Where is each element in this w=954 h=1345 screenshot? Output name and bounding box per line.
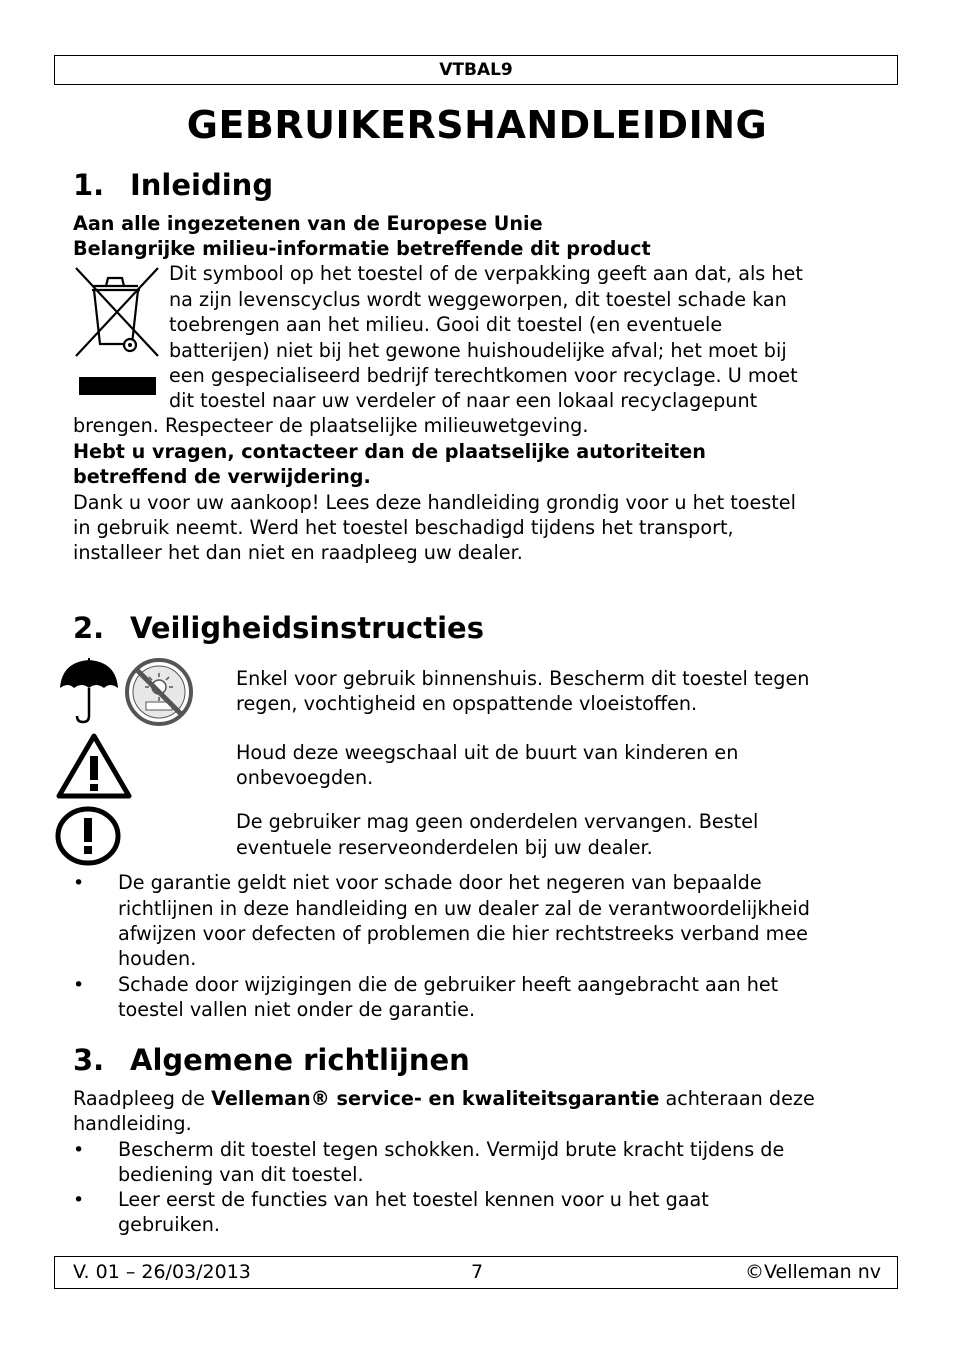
document-title: GEBRUIKERSHANDLEIDING: [186, 103, 768, 147]
shock-bullet-line-2: bediening van dit toestel.: [118, 1163, 364, 1186]
weee-text-line-3: toebrengen aan het milieu. Gooi dit toestel (en eventuele: [169, 313, 723, 336]
warranty-bullet-line-3: afwijzen voor defecten of problemen die hier rechtstreeks verband mee: [118, 922, 808, 945]
warranty-bullet-line-4: houden.: [118, 947, 197, 970]
guarantee-reference-line-2: handleiding.: [73, 1112, 192, 1135]
section-2-heading: [73, 610, 484, 646]
section-number: 3.: [73, 1043, 105, 1077]
indoor-use-line-2: regen, vochtigheid en opspattende vloeistoffen.: [236, 692, 698, 715]
indoor-use-line-1: Enkel voor gebruik binnenshuis. Bescherm dit toestel tegen: [236, 667, 810, 690]
footer-page-number: 7: [471, 1261, 484, 1283]
guarantee-pre-text: Raadpleeg de: [73, 1087, 212, 1110]
bullet-marker: •: [73, 974, 85, 996]
section-title: Veiligheidsinstructies: [130, 611, 484, 645]
footer-copyright: ©Velleman nv: [745, 1261, 881, 1283]
no-rain-icon: [124, 657, 194, 727]
parts-line-2: eventuele reserveonderdelen bij uw dealer.: [236, 836, 653, 859]
section-number: 1.: [73, 168, 105, 202]
children-line-2: onbevoegden.: [236, 766, 374, 789]
modification-bullet-line-1: Schade door wijzigingen die de gebruiker heeft aangebracht aan het: [118, 973, 779, 996]
parts-line-1: De gebruiker mag geen onderdelen vervangen. Bestel: [236, 810, 759, 833]
warranty-bullet-line-2: richtlijnen in deze handleiding en uw dealer zal de verantwoordelijkheid: [118, 897, 810, 920]
weee-text-line-5: een gespecialiseerd bedrijf terechtkomen voor recyclage. U moet: [169, 364, 798, 387]
header-model: VTBAL9: [54, 55, 898, 85]
section-number: 2.: [73, 611, 105, 645]
guarantee-reference-line: [73, 1086, 815, 1111]
umbrella-icon: [58, 658, 120, 724]
weee-bin-icon: [72, 264, 162, 399]
thanks-line-1: Dank u voor uw aankoop! Lees deze handleiding grondig voor u het toestel: [73, 491, 796, 514]
functions-bullet-line-2: gebruiken.: [118, 1213, 221, 1236]
weee-text-line-6: dit toestel naar uw verdeler of naar een lokaal recyclagepunt: [169, 389, 758, 412]
section-1-heading: [73, 167, 273, 203]
thanks-line-2: in gebruik neemt. Werd het toestel beschadigd tijdens het transport,: [73, 516, 734, 539]
weee-text-line-2: na zijn levenscyclus wordt weggeworpen, dit toestel schade kan: [169, 288, 787, 311]
guarantee-post-text: achteraan deze: [659, 1087, 815, 1110]
thanks-line-3: installeer het dan niet en raadpleeg uw dealer.: [73, 541, 523, 564]
footer: [54, 1256, 898, 1289]
functions-bullet-line-1: Leer eerst de functies van het toestel kennen voor u het gaat: [118, 1188, 709, 1211]
weee-text-line-7: brengen. Respecteer de plaatselijke milieuwetgeving.: [73, 414, 589, 437]
eu-residents-line: Aan alle ingezetenen van de Europese Unie: [73, 212, 543, 235]
section-3-heading: [73, 1042, 470, 1078]
guarantee-bold-text: Velleman® service- en kwaliteitsgarantie: [211, 1087, 660, 1110]
bullet-marker: •: [73, 872, 85, 894]
environment-info-line: Belangrijke milieu-informatie betreffende dit product: [73, 237, 651, 260]
weee-text-line-1: Dit symbool op het toestel of de verpakking geeft aan dat, als het: [169, 262, 803, 285]
section-title: Inleiding: [130, 168, 274, 202]
modification-bullet-line-2: toestel vallen niet onder de garantie.: [118, 998, 476, 1021]
bullet-marker: •: [73, 1189, 85, 1211]
shock-bullet-line-1: Bescherm dit toestel tegen schokken. Vermijd brute kracht tijdens de: [118, 1138, 785, 1161]
questions-line-2: betreffend de verwijdering.: [73, 465, 371, 488]
children-line-1: Houd deze weegschaal uit de buurt van kinderen en: [236, 741, 739, 764]
caution-circle-icon: [55, 806, 121, 866]
questions-line-1: Hebt u vragen, contacteer dan de plaatselijke autoriteiten: [73, 440, 706, 463]
section-title: Algemene richtlijnen: [130, 1043, 470, 1077]
footer-version: V. 01 – 26/03/2013: [73, 1261, 251, 1283]
weee-text-line-4: batterijen) niet bij het gewone huishoudelijke afval; het moet bij: [169, 339, 787, 362]
bullet-marker: •: [73, 1139, 85, 1161]
warranty-bullet-line-1: De garantie geldt niet voor schade door het negeren van bepaalde: [118, 871, 762, 894]
warning-triangle-icon: [55, 732, 133, 800]
